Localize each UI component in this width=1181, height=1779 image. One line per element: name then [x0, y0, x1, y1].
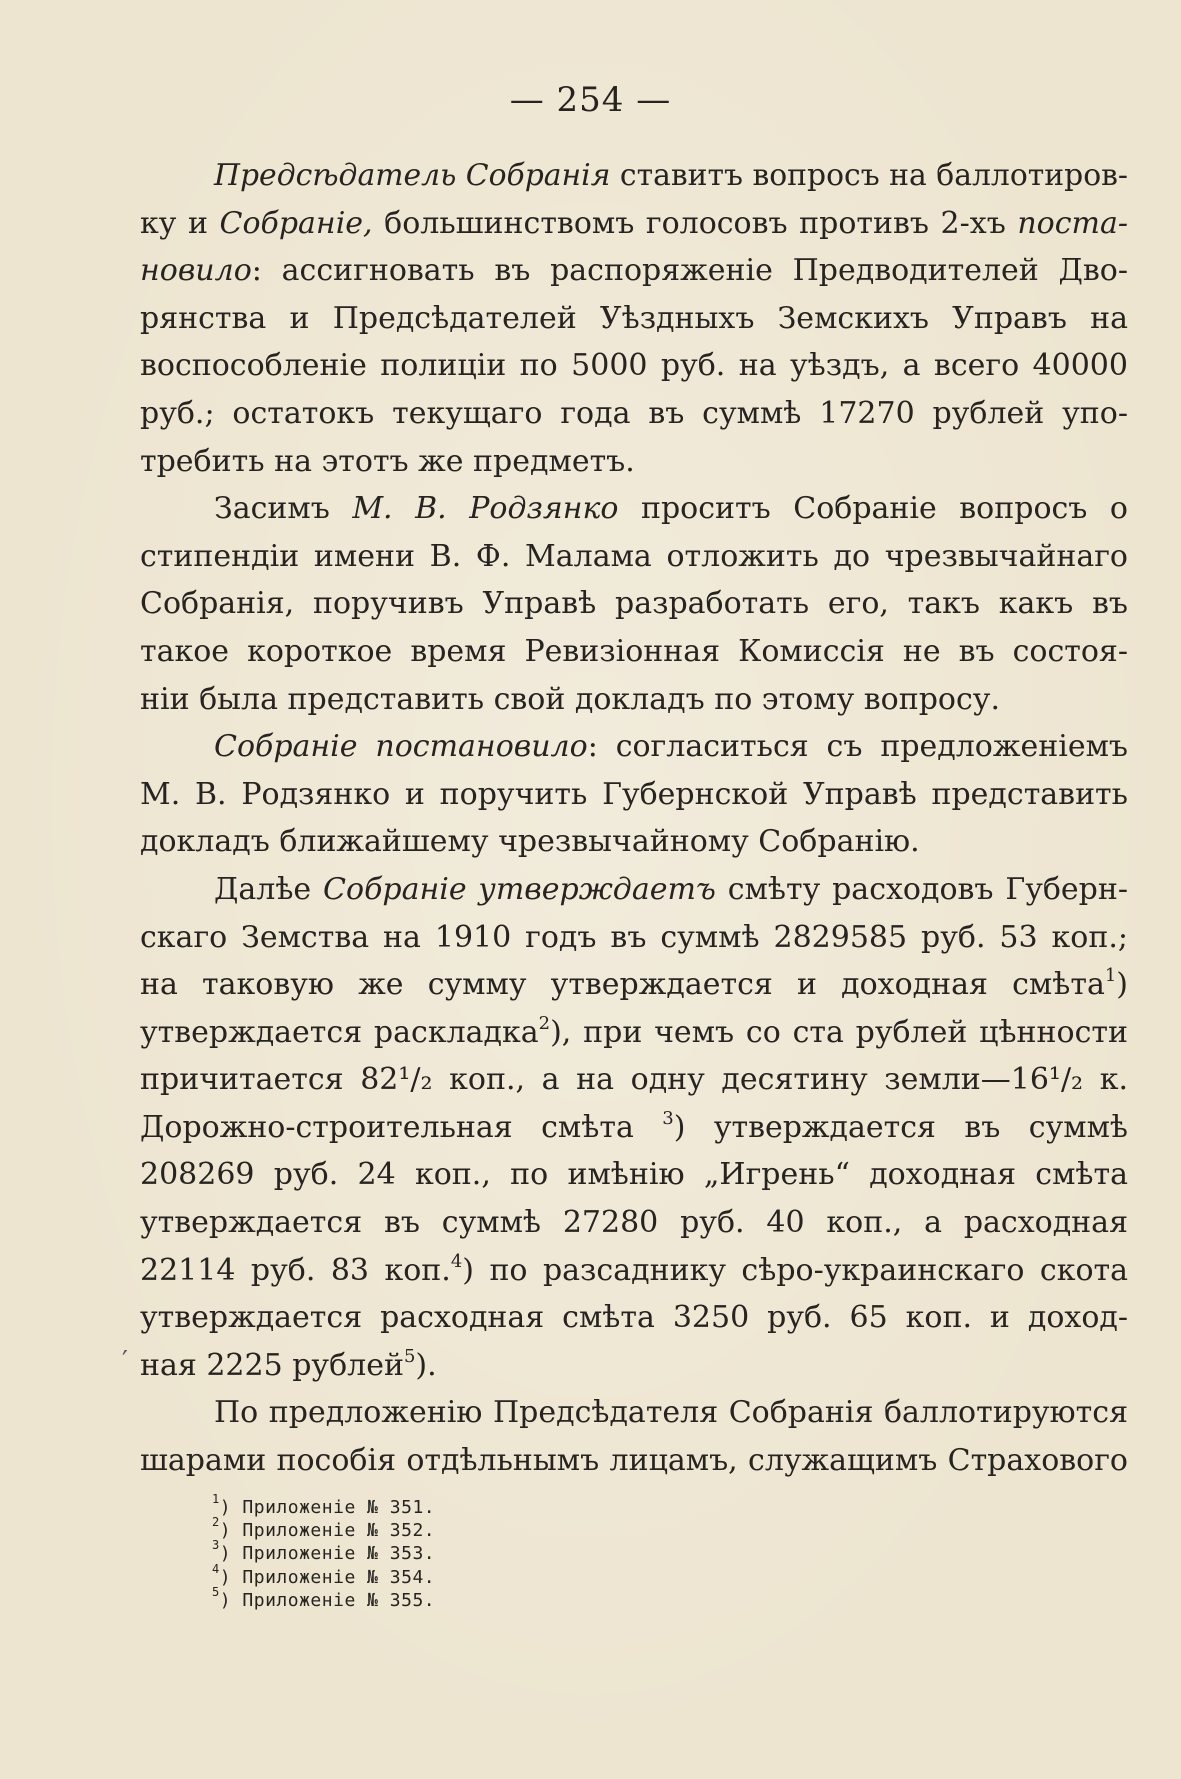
paragraph-2-line-1	[140, 485, 1128, 533]
paragraph-4-line-5	[140, 1056, 1128, 1104]
italic-span: Собраніе постановило	[214, 729, 588, 765]
footnote-text: ) Приложеніе № 351.	[219, 1497, 436, 1518]
footnote-number: 1	[212, 1492, 220, 1506]
footnote-ref: 2	[538, 1012, 551, 1034]
paragraph-4-line-7: 208269 руб. 24 коп., по имѣнію „Игрень“ доходная смѣта	[140, 1157, 1128, 1193]
text-span: ) по разсаднику сѣро-украинскаго скота	[462, 1252, 1128, 1288]
footnote-ref: 1	[1104, 965, 1117, 987]
footnote-3	[212, 1538, 436, 1565]
text-span: большинствомъ голосовъ противъ 2-хъ	[372, 205, 1018, 241]
italic-span: Собраніе,	[219, 205, 373, 241]
paragraph-1-line-7: требить на этотъ же предметъ.	[140, 443, 635, 479]
paragraph-4-line-9	[140, 1247, 1128, 1295]
footnote-number: 2	[212, 1515, 220, 1530]
paragraph-1-line-6: руб.; остатокъ текущаго года въ суммѣ 17270 рублей упо-	[140, 395, 1128, 431]
paragraph-1-line-3	[140, 247, 1128, 295]
paragraph-4-line-10: утверждается расходная смѣта 3250 руб. 65 коп. и доход-	[140, 1300, 1128, 1336]
paragraph-2-line-3: Собранія, поручивъ Управѣ разработать его, такъ какъ въ	[140, 586, 1128, 622]
paragraph-5-line-2: шарами пособія отдѣльнымъ лицамъ, служащимъ Страхового	[140, 1443, 1128, 1479]
footnote-text: ) Приложеніе № 355.	[219, 1589, 436, 1611]
text-span: ).	[415, 1347, 437, 1383]
footnote-ref: 3	[662, 1107, 674, 1129]
text-span: проситъ Собраніе вопросъ о	[618, 491, 1128, 527]
italic-span: Собраніе утверждаетъ	[323, 871, 716, 907]
fraction: ¹/₂	[1048, 1062, 1084, 1098]
body-text	[140, 152, 1128, 1485]
text-span: ставитъ вопросъ на баллотиров-	[610, 158, 1128, 193]
text-span: смѣту расходовъ Губерн-	[715, 871, 1129, 907]
paragraph-4-line-8: утверждается въ суммѣ 27280 руб. 40 коп., а расходная	[140, 1205, 1128, 1241]
footnote-number: 4	[212, 1561, 220, 1576]
footnote-1	[212, 1492, 436, 1519]
text-span: коп., а на одну десятину земли—16	[432, 1062, 1049, 1098]
text-span: на таковую же сумму утверждается и доходная смѣта	[140, 967, 1105, 1003]
paragraph-3-line-3: докладъ ближайшему чрезвычайному Собранію.	[140, 824, 920, 860]
paragraph-4-line-3	[140, 961, 1128, 1009]
paragraph-5-line-1: По предложенію Предсѣдателя Собранія баллотируются	[214, 1395, 1128, 1431]
paragraph-3-line-1	[140, 723, 1128, 771]
paragraph-1-line-1	[140, 152, 1128, 200]
footnote-number: 5	[212, 1584, 220, 1599]
footnote-4	[212, 1561, 436, 1589]
footnotes	[212, 1492, 436, 1612]
page-number: — 254 —	[509, 80, 672, 120]
paragraph-1-line-5: воспособленіе полиціи по 5000 руб. на уѣздъ, а всего 40000	[140, 348, 1128, 384]
footnote-text: ) Приложеніе № 353.	[219, 1543, 436, 1565]
text-span: Далѣе	[214, 871, 324, 907]
paragraph-1-line-4: рянства и Предсѣдателей Уѣздныхъ Земскихъ Управъ на	[140, 300, 1128, 336]
text-span: утверждается раскладка	[140, 1014, 539, 1050]
text-span: к.	[1083, 1062, 1128, 1098]
text-span: ), при чемъ со ста рублей цѣнности	[550, 1014, 1128, 1050]
paragraph-4-line-11	[140, 1342, 1128, 1390]
paragraph-2-line-5: ніи была представить свой докладъ по этому вопросу.	[140, 681, 1000, 717]
text-span: 22114 руб. 83 коп.	[140, 1252, 451, 1288]
footnote-number: 3	[212, 1538, 220, 1553]
italic-span: новило	[140, 253, 252, 289]
italic-span: поста-	[1017, 205, 1128, 241]
paragraph-2-line-4: такое короткое время Ревизіонная Комиссія не въ состоя-	[140, 633, 1128, 669]
text-span: ) утверждается въ суммѣ	[673, 1109, 1128, 1145]
paragraph-4-line-6	[140, 1104, 1128, 1152]
paragraph-2-line-2: стипендіи имени В. Ф. Малама отложить до чрезвычайнаго	[140, 538, 1128, 574]
text-span: причитается 82	[140, 1062, 399, 1098]
italic-speaker: Предсѣдатель Собранія	[214, 158, 611, 193]
footnote-2	[212, 1515, 436, 1542]
footnote-text: ) Приложеніе № 354.	[219, 1566, 436, 1588]
footnote-5	[212, 1584, 436, 1612]
text-span: )	[1116, 967, 1128, 1003]
text-span: ку и	[140, 205, 220, 241]
italic-span: М. В. Родзянко	[352, 491, 619, 527]
text-span: ная 2225 рублей	[140, 1347, 404, 1383]
paragraph-4-line-2: скаго Земства на 1910 годъ въ суммѣ 2829585 руб. 53 коп.;	[140, 919, 1128, 955]
footnote-ref: 4	[450, 1250, 463, 1272]
fraction: ¹/₂	[398, 1062, 433, 1098]
paragraph-4-line-4	[140, 1009, 1128, 1057]
text-span: Засимъ	[214, 491, 353, 527]
text-span: Дорожно-строительная смѣта	[140, 1109, 663, 1145]
paragraph-1-line-2	[140, 200, 1128, 248]
footnote-text: ) Приложеніе № 352.	[219, 1520, 436, 1542]
paragraph-4-line-1	[140, 866, 1128, 914]
text-span: : ассигновать въ распоряженіе Предводителей Дво-	[251, 253, 1128, 289]
paragraph-3-line-2: М. В. Родзянко и поручить Губернской Управѣ представить	[140, 776, 1128, 812]
margin-mark: ′	[122, 1346, 128, 1376]
footnote-ref: 5	[403, 1345, 416, 1367]
text-span: : согласиться съ предложеніемъ	[587, 729, 1128, 765]
